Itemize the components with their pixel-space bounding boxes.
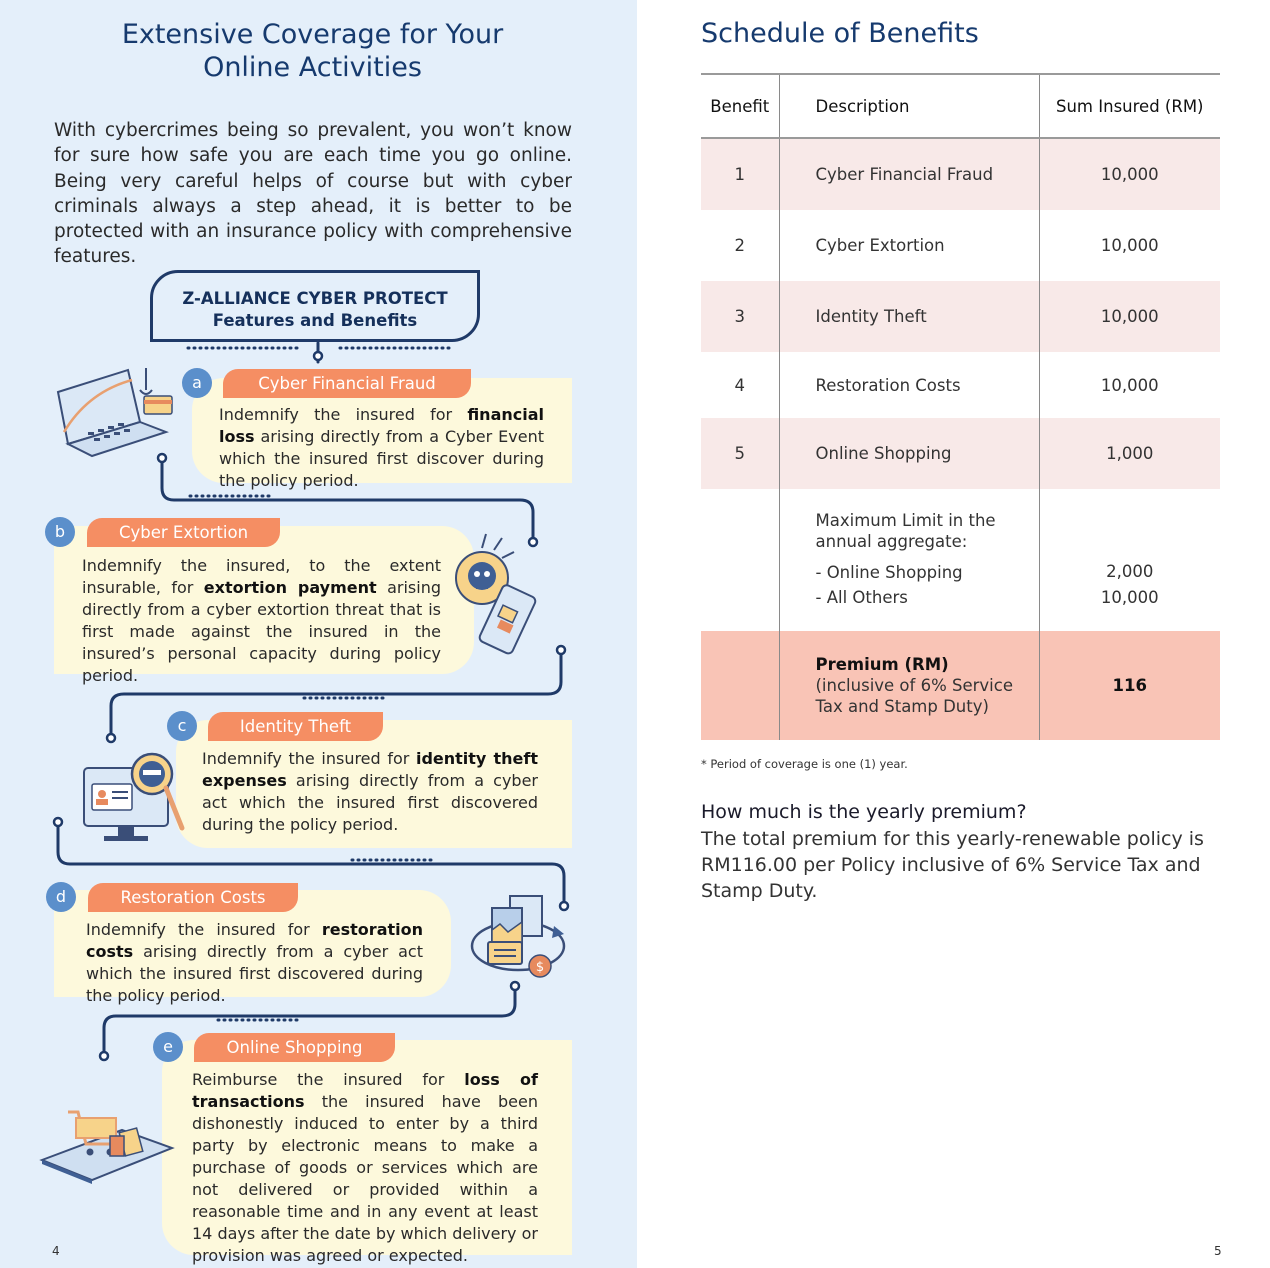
feature-c-title: Identity Theft: [208, 712, 383, 741]
table-row: [701, 138, 1220, 210]
premium-row: [701, 631, 1220, 740]
benefit-sum: 10,000: [1039, 281, 1220, 352]
premium-sub-line-1: (inclusive of 6% Service: [815, 676, 1013, 695]
benefit-description: Restoration Costs: [779, 352, 1039, 418]
feature-a-title: Cyber Financial Fraud: [223, 369, 471, 398]
feature-a-text-bold: financial loss: [219, 405, 544, 446]
table-row: [701, 418, 1220, 489]
benefit-number: 4: [701, 352, 779, 418]
title-line-1: Extensive Coverage for Your: [121, 19, 504, 50]
premium-label: Premium (RM): [815, 655, 949, 674]
benefits-table: [701, 73, 1220, 740]
header-benefit: Benefit: [701, 74, 779, 138]
feature-b-text-pre: Indemnify the insured, to the extent insurable, for: [82, 556, 441, 597]
table-header-row: [701, 74, 1220, 138]
schedule-title: Schedule of Benefits: [701, 18, 979, 49]
table-row: [701, 210, 1220, 281]
table-row: [701, 281, 1220, 352]
feature-d-text-bold: restoration costs: [86, 920, 423, 961]
header-description: Description: [779, 74, 1039, 138]
title-line-2: Online Activities: [203, 52, 422, 83]
aggregate-value-all-others: 10,000: [1100, 588, 1159, 607]
header-subtitle: Features and Benefits: [212, 311, 418, 330]
feature-b-text-bold: extortion payment: [203, 578, 377, 597]
benefit-sum: 10,000: [1039, 210, 1220, 281]
laptop-fraud-icon: [48, 362, 178, 458]
aggregate-item-all-others: - All Others: [815, 588, 908, 607]
benefit-sum: 10,000: [1039, 352, 1220, 418]
header-sum-insured: Sum Insured (RM): [1039, 74, 1220, 138]
premium-sub-line-2: Tax and Stamp Duty): [815, 697, 989, 716]
benefit-sum: 10,000: [1039, 138, 1220, 210]
skull-phone-extortion-icon: [452, 528, 548, 658]
svg-text:$: $: [535, 960, 545, 975]
restoration-documents-icon: [466, 890, 572, 982]
right-page: [637, 0, 1270, 1268]
feature-d-title: Restoration Costs: [88, 883, 298, 912]
feature-b-title: Cyber Extortion: [87, 518, 280, 547]
feature-a-text-pre: Indemnify the insured for: [219, 405, 468, 424]
feature-b-text-post: arising directly from a cyber extortion threat that is first made against the insured in the insured’s personal capacity during policy period.: [82, 578, 441, 685]
aggregate-label-line-1: Maximum Limit in the: [815, 511, 996, 530]
premium-value: 116: [1039, 631, 1220, 740]
aggregate-description: [779, 489, 1039, 631]
identity-monitor-icon: [80, 748, 190, 844]
feature-e-text-pre: Reimburse the insured for: [192, 1070, 465, 1089]
feature-d-badge: d: [46, 882, 76, 912]
benefit-description: Cyber Extortion: [779, 210, 1039, 281]
benefit-description: Cyber Financial Fraud: [779, 138, 1039, 210]
benefit-number: 2: [701, 210, 779, 281]
aggregate-row: [701, 489, 1220, 631]
header-product-name: Z-ALLIANCE CYBER PROTECT: [182, 289, 448, 308]
feature-e-text-post: the insured have been dishonestly induced to enter by a third party by electronic means to make a purchase of goods or services which are not delivered or provided within a reasonable time and in any event at least 14 days after the date by which delivery or provision was agreed or expected.: [192, 1092, 538, 1265]
feature-c-text-bold: identity theft expenses: [202, 749, 538, 790]
feature-c-badge: c: [167, 711, 197, 741]
feature-b-badge: b: [45, 517, 75, 547]
shopping-cart-tablet-icon: [38, 1100, 178, 1184]
feature-d-text-pre: Indemnify the insured for: [86, 920, 322, 939]
aggregate-label-line-2: annual aggregate:: [815, 532, 968, 551]
feature-e-card: [162, 1040, 572, 1265]
benefit-number: 3: [701, 281, 779, 352]
intro-paragraph: With cybercrimes being so prevalent, you won’t know for sure how safe you are each time you go online. Being very careful helps of course but with cyber criminals always a step ahead, it is better to be protected with an insurance policy with comprehensive features.: [54, 120, 572, 268]
feature-a-badge: a: [182, 368, 212, 398]
premium-question: How much is the yearly premium?: [701, 801, 1027, 823]
aggregate-values: [1039, 489, 1220, 631]
feature-e-badge: e: [153, 1032, 183, 1062]
benefit-number: 1: [701, 138, 779, 210]
coverage-note: * Period of coverage is one (1) year.: [701, 757, 908, 771]
feature-c-text-post: arising directly from a cyber act which the insured first discovered during the policy period.: [202, 771, 538, 834]
premium-answer: The total premium for this yearly-renewable policy is RM116.00 per Policy inclusive of 6% Service Tax and Stamp Duty.: [701, 828, 1204, 902]
aggregate-empty-cell: [701, 489, 779, 631]
feature-d-text-post: arising directly from a cyber act which the insured first discovered during the policy period.: [86, 942, 423, 1005]
premium-empty-cell: [701, 631, 779, 740]
features-header-box: [150, 270, 480, 342]
feature-e-text-bold: loss of transactions: [192, 1070, 539, 1111]
benefit-description: Identity Theft: [779, 281, 1039, 352]
benefit-number: 5: [701, 418, 779, 489]
left-page-title: [60, 18, 565, 84]
premium-description: [779, 631, 1039, 740]
feature-b-card: [54, 526, 474, 685]
benefit-sum: 1,000: [1039, 418, 1220, 489]
left-page-number: 4: [52, 1244, 60, 1258]
table-row: [701, 352, 1220, 418]
benefit-description: Online Shopping: [779, 418, 1039, 489]
feature-a-text-post: arising directly from a Cyber Event which the insured first discover during the policy period.: [219, 427, 544, 490]
aggregate-value-online-shopping: 2,000: [1106, 562, 1154, 581]
aggregate-item-online-shopping: - Online Shopping: [815, 563, 963, 582]
feature-c-text-pre: Indemnify the insured for: [202, 749, 416, 768]
feature-e-title: Online Shopping: [194, 1033, 395, 1062]
right-page-number: 5: [1214, 1244, 1222, 1258]
